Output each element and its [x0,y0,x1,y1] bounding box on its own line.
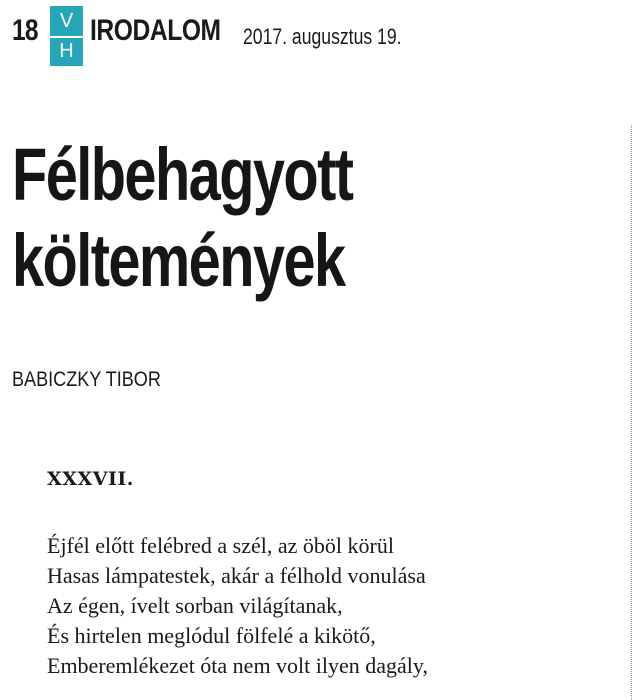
vh-logo [50,6,83,66]
logo-letter-h: H [59,40,74,62]
page-number: 18 [12,14,38,47]
article-title-line: Félbehagyott [12,133,353,216]
poem-line: Hasas lámpatestek, akár a félhold vonulása [47,563,426,588]
article-title-line: költemények [12,219,345,302]
column-divider [631,125,632,700]
poem-line: És hirtelen meglódul fölfelé a kikötő, [47,623,376,648]
article-title [12,132,352,304]
issue-date: 2017. augusztus 19. [243,24,402,49]
poem-number: XXXVII. [47,468,134,490]
poem-line: Emberemlékezet óta nem volt ilyen dagály, [47,653,428,678]
author-byline: BABICZKY TIBOR [12,368,161,391]
logo-divider [50,36,83,38]
poem-line: Az égen, ívelt sorban világítanak, [47,593,343,618]
poem-line: Éjfél előtt felébred a szél, az öböl körül [47,533,394,558]
section-name: IRODALOM [90,14,221,47]
logo-letter-v: V [59,10,74,32]
page-header [0,0,639,80]
poem-text [47,531,428,681]
